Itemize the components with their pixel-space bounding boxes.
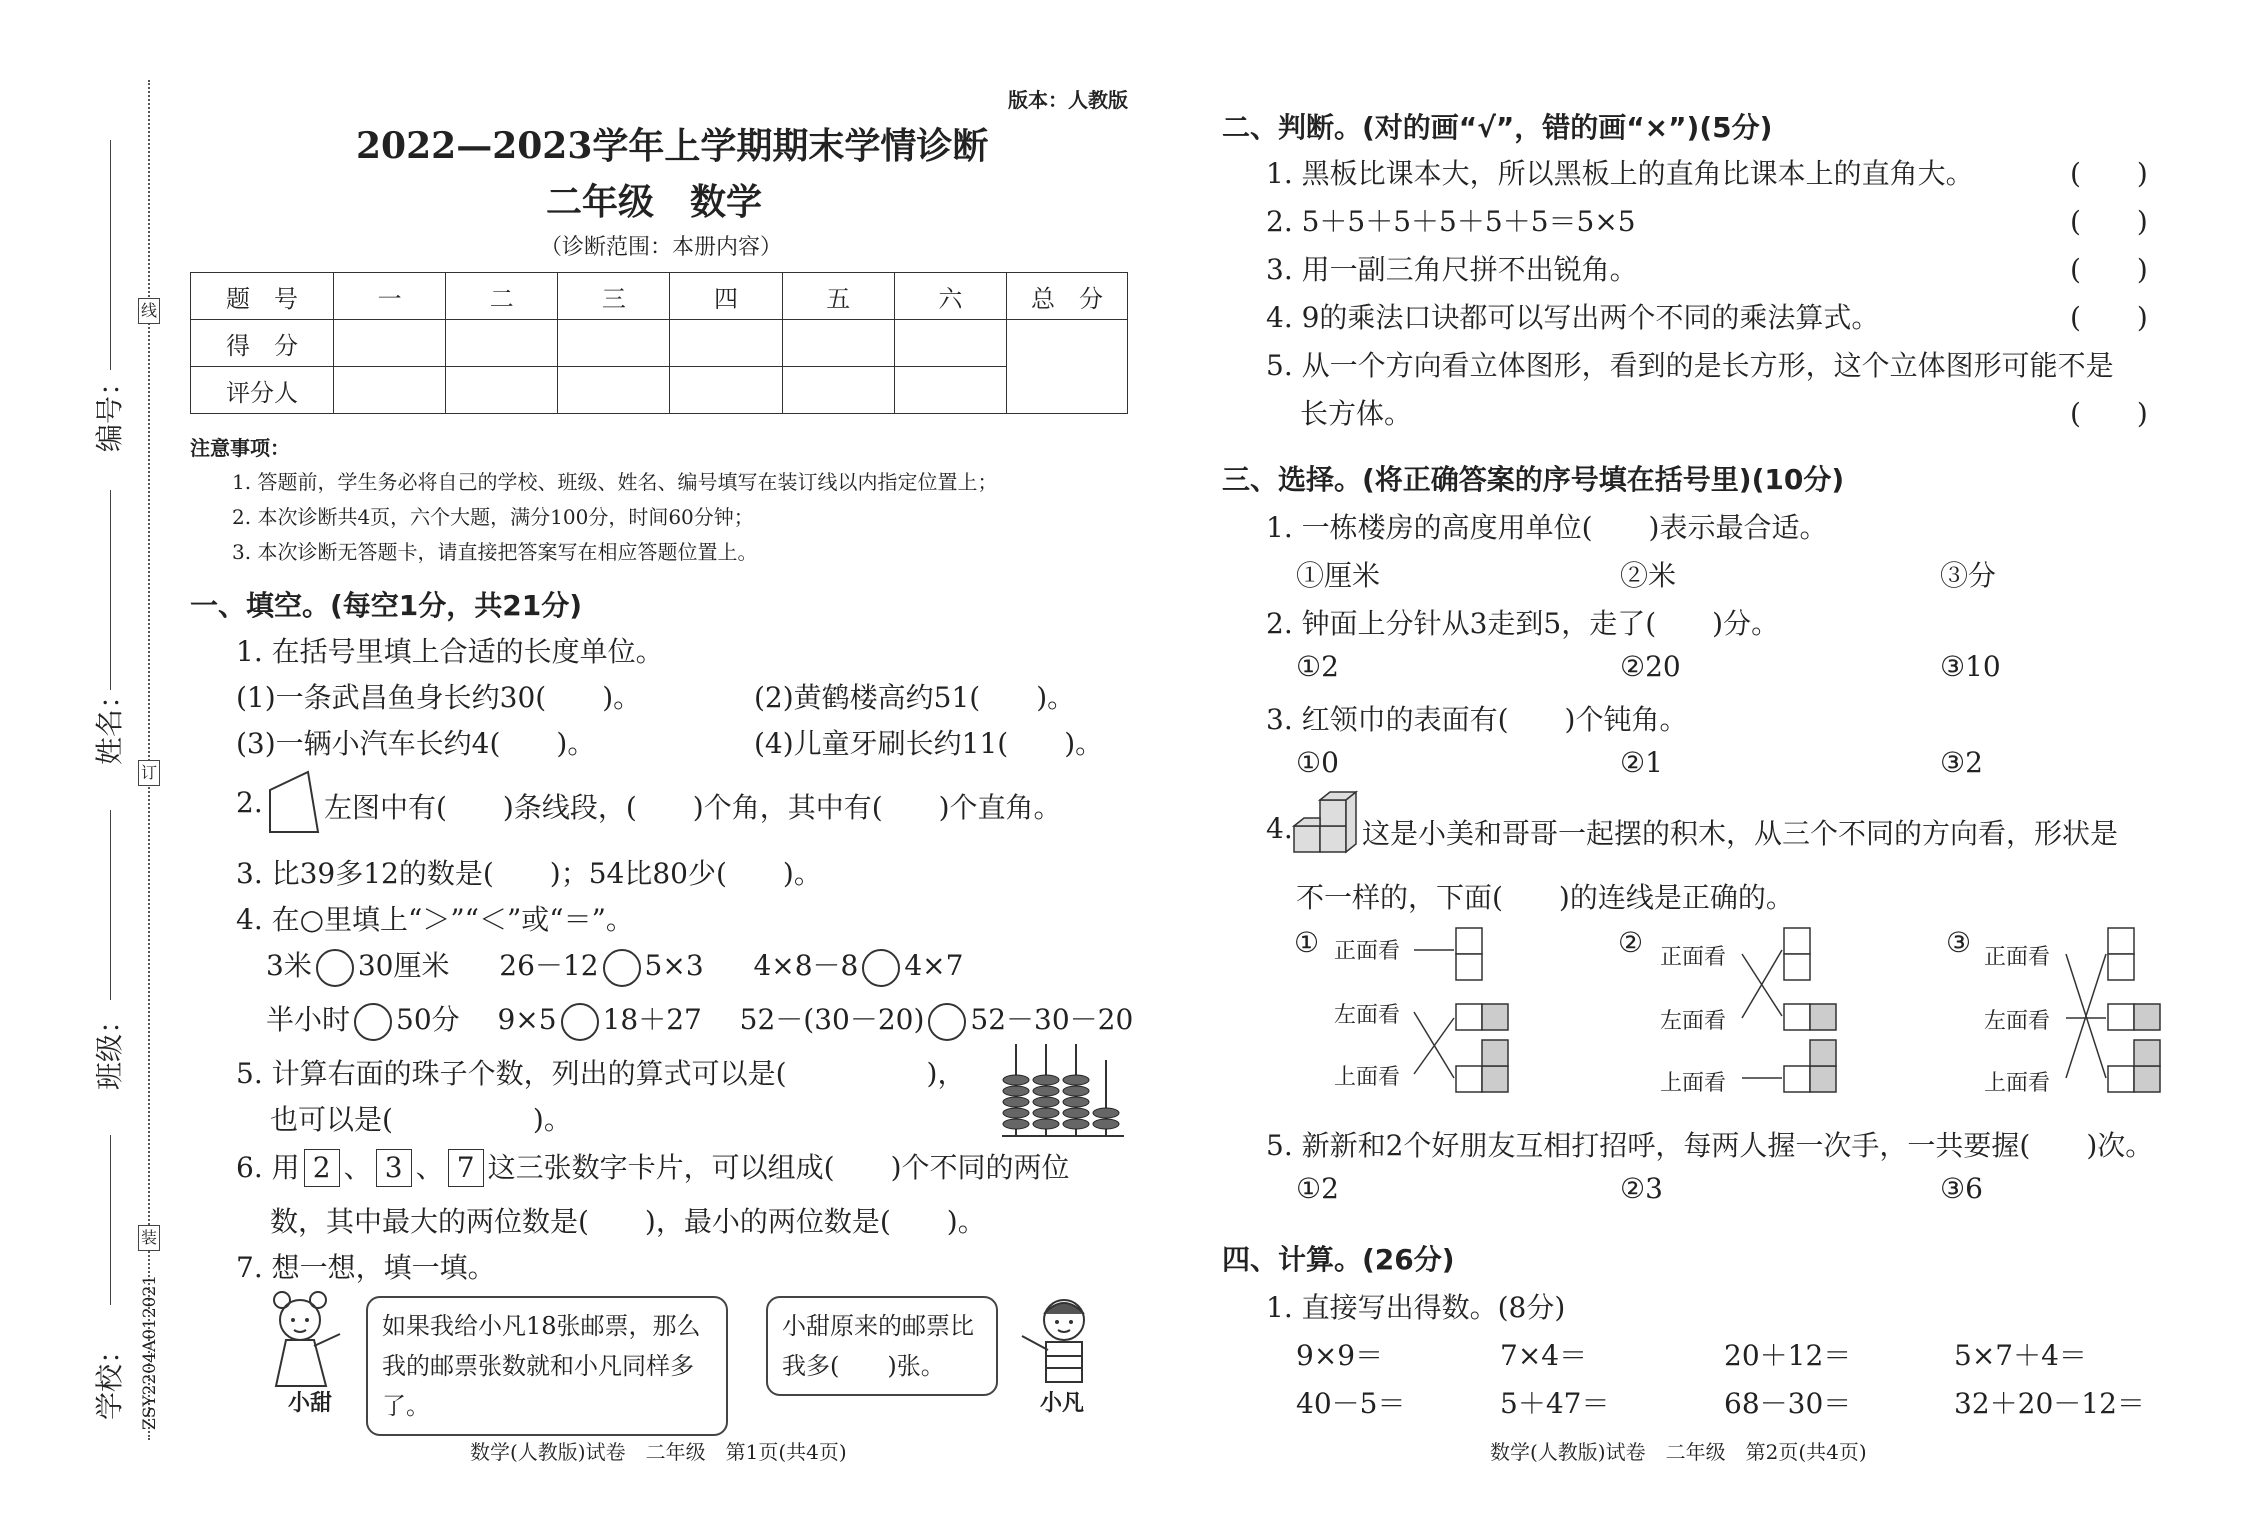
s1-q1a: (1)一条武昌鱼身长约30( )。 bbox=[236, 681, 642, 714]
compare-right: 50分 bbox=[396, 1003, 460, 1036]
view-option-mark-3: ③ bbox=[1946, 926, 1972, 959]
compare-left: 3米 bbox=[266, 949, 312, 982]
compare-right: 52－30－20 bbox=[970, 1003, 1134, 1036]
compare-circle[interactable] bbox=[561, 1003, 599, 1041]
score-col-6: 六 bbox=[894, 273, 1006, 320]
s1-q6-post: 这三张数字卡片，可以组成( )个不同的两位 bbox=[487, 1151, 1070, 1184]
view-label-left: 左面看 bbox=[1984, 1009, 2051, 1034]
class-label: 班级： bbox=[93, 1005, 126, 1090]
view-label-front: 正面看 bbox=[1334, 939, 1401, 964]
compare-right: 18＋27 bbox=[602, 1003, 702, 1036]
answer-paren[interactable]: ( ) bbox=[2070, 301, 2148, 334]
view-label-front: 正面看 bbox=[1984, 945, 2051, 970]
s1-q1d: (4)儿童牙刷长约11( )。 bbox=[754, 727, 1104, 760]
score-row-label: 得 分 bbox=[191, 320, 334, 367]
note-item: 2. 本次诊断共4页，六个大题，满分100分，时间60分钟； bbox=[232, 505, 754, 529]
section3-title: 三、选择。(将正确答案的序号填在括号里)(10分) bbox=[1222, 463, 1845, 496]
page2-footer: 数学(人教版)试卷 二年级 第2页(共4页) bbox=[1490, 1440, 1867, 1464]
building-blocks-figure bbox=[1292, 790, 1360, 856]
note-item: 3. 本次诊断无答题卡，请直接把答案写在相应答题位置上。 bbox=[232, 540, 758, 564]
section4-title: 四、计算。(26分) bbox=[1222, 1243, 1455, 1276]
compare-circle[interactable] bbox=[603, 949, 641, 987]
score-cell[interactable] bbox=[670, 320, 782, 367]
compare-left: 26－12 bbox=[499, 949, 599, 982]
name-label: 姓名： bbox=[93, 680, 126, 765]
grader-cell[interactable] bbox=[334, 367, 446, 414]
exam-subtitle: 二年级 数学 bbox=[546, 181, 763, 223]
girl-name: 小甜 bbox=[288, 1390, 333, 1416]
choice-option: ③10 bbox=[1940, 650, 2001, 683]
view-option-mark-2: ② bbox=[1618, 926, 1644, 959]
binding-mark-zhuang: 装 bbox=[138, 1225, 160, 1251]
grader-cell[interactable] bbox=[894, 367, 1006, 414]
calc-item: 7×4＝ bbox=[1500, 1339, 1588, 1372]
s1-q7: 7. 想一想，填一填。 bbox=[236, 1251, 496, 1284]
compare-circle[interactable] bbox=[316, 949, 354, 987]
choice-option: ③6 bbox=[1940, 1172, 1983, 1205]
number-card-7: 7 bbox=[448, 1149, 484, 1187]
view-label-top: 上面看 bbox=[1660, 1071, 1727, 1096]
calc-q1: 1. 直接写出得数。(8分) bbox=[1266, 1291, 1566, 1324]
choice-option: ③分 bbox=[1940, 559, 1997, 592]
score-col-1: 一 bbox=[334, 273, 446, 320]
calc-item: 68－30＝ bbox=[1724, 1387, 1852, 1420]
calc-item: 9×9＝ bbox=[1296, 1339, 1384, 1372]
score-col-2: 二 bbox=[446, 273, 558, 320]
choice-option: ①厘米 bbox=[1296, 559, 1381, 592]
s1-q5b: 也可以是( )。 bbox=[270, 1103, 572, 1136]
edition-label: 版本：人教版 bbox=[1008, 88, 1128, 112]
paper-code: ZSY2204A012021 bbox=[140, 1274, 160, 1430]
grader-row-label: 评分人 bbox=[191, 367, 334, 414]
section1-title: 一、填空。(每空1分，共21分) bbox=[190, 589, 583, 622]
score-cell[interactable] bbox=[334, 320, 446, 367]
view-match-figure-2 bbox=[1736, 920, 1846, 1100]
judge-item-1: 1. 黑板比课本大，所以黑板上的直角比课本上的直角大。 bbox=[1266, 157, 1974, 190]
s1-q4: 4. 在○里填上“＞”“＜”或“＝”。 bbox=[236, 903, 634, 936]
judge-item-3: 3. 用一副三角尺拼不出锐角。 bbox=[1266, 253, 1638, 286]
score-col-5: 五 bbox=[782, 273, 894, 320]
compare-left: 52－(30－20) bbox=[739, 1003, 925, 1036]
grader-cell[interactable] bbox=[670, 367, 782, 414]
separator: 、 bbox=[415, 1151, 444, 1184]
score-cell[interactable] bbox=[558, 320, 670, 367]
exam-scope: （诊断范围：本册内容） bbox=[540, 235, 783, 260]
calc-item: 32＋20－12＝ bbox=[1954, 1387, 2145, 1420]
notes-title: 注意事项： bbox=[190, 436, 290, 460]
view-match-figure-1 bbox=[1408, 920, 1518, 1100]
s1-q6b: 数，其中最大的两位数是( )，最小的两位数是( )。 bbox=[270, 1205, 986, 1238]
choice-q1: 1. 一栋楼房的高度用单位( )表示最合适。 bbox=[1266, 511, 1828, 544]
choice-option: ②3 bbox=[1620, 1172, 1663, 1205]
compare-left: 4×8－8 bbox=[753, 949, 859, 982]
score-col-3: 三 bbox=[558, 273, 670, 320]
s1-q2-number: 2. bbox=[236, 786, 263, 819]
answer-paren[interactable]: ( ) bbox=[2070, 253, 2148, 286]
view-label-top: 上面看 bbox=[1984, 1071, 2051, 1096]
note-item: 1. 答题前，学生务必将自己的学校、班级、姓名、编号填写在装订线以内指定位置上； bbox=[232, 470, 998, 494]
s1-q1: 1. 在括号里填上合适的长度单位。 bbox=[236, 635, 664, 668]
compare-right: 4×7 bbox=[904, 949, 964, 982]
number-label: 编号： bbox=[93, 367, 126, 452]
calc-item: 5×7＋4＝ bbox=[1954, 1339, 2087, 1372]
s1-q6 bbox=[236, 1146, 1070, 1187]
score-col-header: 题 号 bbox=[191, 273, 334, 320]
choice-option: ①2 bbox=[1296, 1172, 1339, 1205]
binding-mark-ding: 订 bbox=[138, 760, 160, 786]
s1-q5a: 5. 计算右面的珠子个数，列出的算式可以是( )， bbox=[236, 1057, 966, 1090]
choice-q5: 5. 新新和2个好朋友互相打招呼，每两人握一次手，一共要握( )次。 bbox=[1266, 1129, 2154, 1162]
view-match-figure-3 bbox=[2060, 920, 2170, 1100]
girl-speech-bubble: 如果我给小凡18张邮票，那么我的邮票张数就和小凡同样多了。 bbox=[366, 1296, 728, 1436]
choice-option: ③2 bbox=[1940, 746, 1983, 779]
choice-option: ②米 bbox=[1620, 559, 1677, 592]
judge-item-5: 5. 从一个方向看立体图形，看到的是长方形，这个立体图形可能不是 bbox=[1266, 349, 2114, 382]
girl-illustration bbox=[258, 1290, 350, 1392]
boy-speech-bubble: 小甜原来的邮票比我多( )张。 bbox=[766, 1296, 998, 1396]
view-label-left: 左面看 bbox=[1334, 1003, 1401, 1028]
compare-row-2 bbox=[266, 998, 1133, 1041]
school-label: 学校： bbox=[93, 1335, 126, 1420]
score-total-header: 总 分 bbox=[1007, 273, 1128, 320]
number-card-2: 2 bbox=[304, 1149, 340, 1187]
boy-illustration bbox=[1014, 1290, 1110, 1392]
answer-paren[interactable]: ( ) bbox=[2070, 397, 2148, 430]
compare-circle[interactable] bbox=[862, 949, 900, 987]
abacus-icon bbox=[1000, 1040, 1130, 1140]
choice-q4b: 不一样的，下面( )的连线是正确的。 bbox=[1296, 881, 1794, 914]
calc-item: 20＋12＝ bbox=[1724, 1339, 1852, 1372]
name-field-line[interactable] bbox=[110, 490, 111, 690]
separator: 、 bbox=[343, 1151, 372, 1184]
choice-q4a: 这是小美和哥哥一起摆的积木，从三个不同的方向看，形状是 bbox=[1362, 817, 2119, 850]
section2-title: 二、判断。(对的画“√”，错的画“×”)(5分) bbox=[1222, 111, 1773, 144]
s1-q1c: (3)一辆小汽车长约4( )。 bbox=[236, 727, 596, 760]
score-table bbox=[190, 272, 1128, 414]
answer-paren[interactable]: ( ) bbox=[2070, 205, 2148, 238]
school-field-line[interactable] bbox=[110, 1135, 111, 1305]
calc-item: 40－5＝ bbox=[1296, 1387, 1406, 1420]
exam-title: 2022—2023学年上学期期末学情诊断 bbox=[356, 125, 989, 167]
boy-name: 小凡 bbox=[1040, 1390, 1085, 1416]
compare-left: 半小时 bbox=[266, 1003, 351, 1036]
score-cell[interactable] bbox=[894, 320, 1006, 367]
choice-option: ①2 bbox=[1296, 650, 1339, 683]
s1-q3: 3. 比39多12的数是( )；54比80少( )。 bbox=[236, 857, 822, 890]
score-cell[interactable] bbox=[446, 320, 558, 367]
answer-paren[interactable]: ( ) bbox=[2070, 157, 2148, 190]
compare-left: 9×5 bbox=[497, 1003, 557, 1036]
compare-circle[interactable] bbox=[928, 1003, 966, 1041]
choice-option: ②20 bbox=[1620, 650, 1681, 683]
score-cell[interactable] bbox=[782, 320, 894, 367]
s1-q1b: (2)黄鹤楼高约51( )。 bbox=[754, 681, 1076, 714]
quadrilateral-figure bbox=[264, 768, 322, 836]
number-card-3: 3 bbox=[376, 1149, 412, 1187]
compare-right: 30厘米 bbox=[357, 949, 450, 982]
choice-q2: 2. 钟面上分针从3走到5，走了( )分。 bbox=[1266, 607, 1780, 640]
grader-cell[interactable] bbox=[558, 367, 670, 414]
view-label-front: 正面看 bbox=[1660, 945, 1727, 970]
judge-item-4: 4. 9的乘法口诀都可以写出两个不同的乘法算式。 bbox=[1266, 301, 1880, 334]
binding-mark-line: 线 bbox=[138, 298, 160, 324]
judge-item-2: 2. 5＋5＋5＋5＋5＋5＝5×5 bbox=[1266, 205, 1636, 238]
view-label-top: 上面看 bbox=[1334, 1065, 1401, 1090]
grader-cell[interactable] bbox=[782, 367, 894, 414]
choice-q4-number: 4. bbox=[1266, 812, 1293, 845]
page1-footer: 数学(人教版)试卷 二年级 第1页(共4页) bbox=[470, 1440, 847, 1464]
class-field-line[interactable] bbox=[110, 810, 111, 1000]
grader-cell[interactable] bbox=[446, 367, 558, 414]
calc-item: 5＋47＝ bbox=[1500, 1387, 1610, 1420]
compare-circle[interactable] bbox=[354, 1003, 392, 1041]
choice-option: ①0 bbox=[1296, 746, 1339, 779]
choice-option: ②1 bbox=[1620, 746, 1663, 779]
compare-right: 5×3 bbox=[644, 949, 704, 982]
score-col-4: 四 bbox=[670, 273, 782, 320]
total-score-cell[interactable] bbox=[1007, 320, 1128, 414]
view-label-left: 左面看 bbox=[1660, 1009, 1727, 1034]
compare-row-1 bbox=[266, 944, 963, 987]
judge-item-5b: 长方体。 bbox=[1300, 397, 1413, 430]
choice-q3: 3. 红领巾的表面有( )个钝角。 bbox=[1266, 703, 1688, 736]
view-option-mark-1: ① bbox=[1294, 926, 1320, 959]
s1-q6-pre: 6. 用 bbox=[236, 1151, 300, 1184]
s1-q2: 左图中有( )条线段，( )个角，其中有( )个直角。 bbox=[324, 791, 1062, 824]
number-field-line[interactable] bbox=[110, 140, 111, 370]
